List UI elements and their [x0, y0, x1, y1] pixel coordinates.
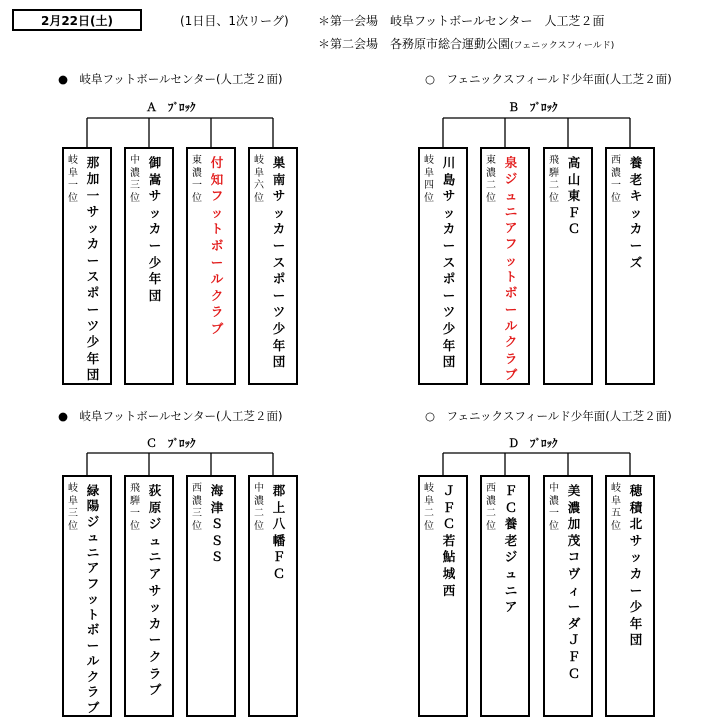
team-name: 海津ＳＳＳ — [210, 483, 224, 565]
team-rank: 西濃二位 — [486, 483, 496, 532]
date-box: 2月22日(土) — [12, 9, 142, 31]
team-rank: 西濃一位 — [611, 155, 621, 204]
team-name: 那加一サッカースポーツ少年団 — [86, 155, 100, 382]
block-venue: ● 岐阜フットボールセンター(人工芝２面) — [58, 72, 283, 86]
block-label: Ｂ ﾌﾞﾛｯｸ — [508, 101, 558, 114]
team-rank: 岐阜一位 — [68, 155, 78, 204]
venue-2-main: ＊第二会場 各務原市総合運動公園 — [318, 37, 511, 51]
team-box — [605, 147, 655, 385]
team-box — [605, 475, 655, 717]
block-venue: ○ フェニックスフィールド少年面(人工芝２面) — [425, 409, 672, 423]
team-name: 緑陽ジュニアフットボールクラブ — [86, 483, 100, 715]
team-rank: 西濃三位 — [192, 483, 202, 532]
team-box — [543, 475, 593, 717]
team-name: 美濃加茂コヴィーダＪＦＣ — [567, 483, 581, 681]
team-name: 付知フットボールクラブ — [210, 155, 224, 336]
team-box — [124, 147, 174, 385]
team-rank: 中濃一位 — [549, 483, 559, 532]
team-rank: 岐阜二位 — [424, 483, 434, 532]
team-box — [248, 475, 298, 717]
team-name: 穂積北サッカー少年団 — [629, 483, 643, 648]
team-name: 郡上八幡ＦＣ — [272, 483, 286, 581]
team-box — [418, 475, 468, 717]
team-rank: 飛騨一位 — [130, 483, 140, 532]
team-rank: 岐阜四位 — [424, 155, 434, 204]
team-name: 高山東ＦＣ — [567, 155, 581, 237]
team-name: ＦＣ養老ジュニア — [504, 483, 518, 615]
team-name: ＪＦＣ若鮎城西 — [442, 483, 456, 598]
team-rank: 東濃二位 — [486, 155, 496, 204]
block-label: Ｄ ﾌﾞﾛｯｸ — [508, 437, 558, 450]
block-venue: ● 岐阜フットボールセンター(人工芝２面) — [58, 409, 283, 423]
team-rank: 岐阜三位 — [68, 483, 78, 532]
team-box — [480, 475, 530, 717]
team-rank: 岐阜六位 — [254, 155, 264, 204]
team-box — [418, 147, 468, 385]
team-box — [186, 147, 236, 385]
team-rank: 中濃二位 — [254, 483, 264, 532]
team-box — [480, 147, 530, 385]
block-venue: ○ フェニックスフィールド少年面(人工芝２面) — [425, 72, 672, 86]
team-name: 川島サッカースポーツ少年団 — [442, 155, 456, 370]
team-box — [62, 475, 112, 717]
venue-2-small: (フェニックスフィールド) — [510, 41, 615, 51]
team-name: 巣南サッカースポーツ少年団 — [272, 155, 286, 370]
team-box — [543, 147, 593, 385]
team-box — [62, 147, 112, 385]
team-name: 御嵩サッカー少年団 — [148, 155, 162, 303]
team-name: 養老キッカーズ — [629, 155, 643, 270]
venue-1-note: ＊第一会場 岐阜フットボールセンター 人工芝２面 — [318, 14, 605, 28]
team-rank: 飛騨二位 — [549, 155, 559, 204]
team-name: 荻原ジュニアサッカークラブ — [148, 483, 162, 698]
team-name: 泉ジュニアフットボールクラブ — [504, 155, 518, 382]
team-rank: 中濃三位 — [130, 155, 140, 204]
team-box — [124, 475, 174, 717]
block-label: Ａ ﾌﾞﾛｯｸ — [146, 101, 196, 114]
team-box — [248, 147, 298, 385]
block-label: Ｃ ﾌﾞﾛｯｸ — [146, 437, 196, 450]
team-rank: 岐阜五位 — [611, 483, 621, 532]
team-rank: 東濃一位 — [192, 155, 202, 204]
round-label: (1日目、1次リーグ) — [180, 14, 289, 28]
team-box — [186, 475, 236, 717]
